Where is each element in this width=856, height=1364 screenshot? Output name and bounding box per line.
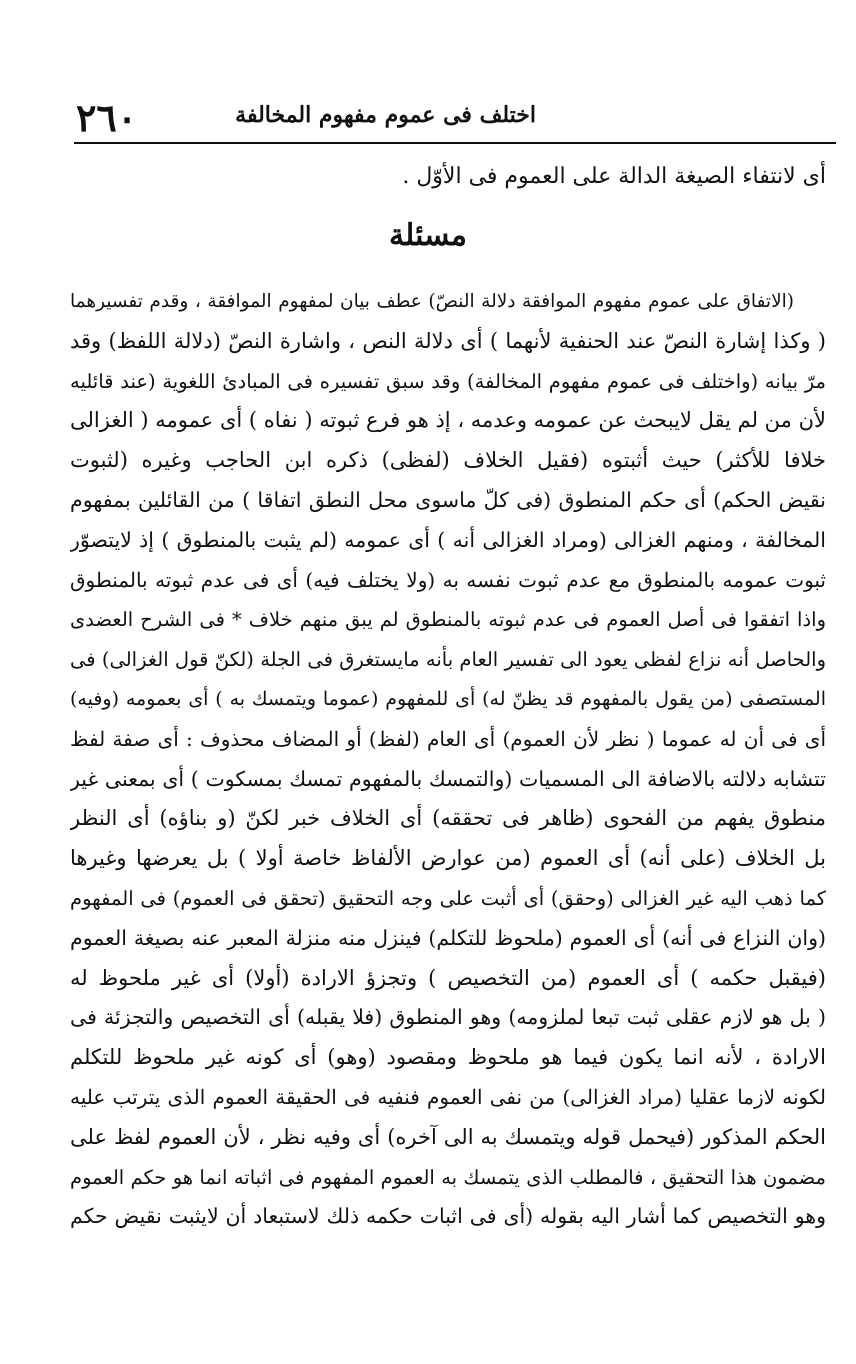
- text-line: الارادة ، لأنه انما يكون فيما هو ملحوظ ومقصود (وهو) أى كونه غير ملحوظ للتكلم: [70, 1045, 826, 1070]
- text-line: نقيض الحكم) أى حكم المنطوق (فى كلّ ماسوى محل النطق اتفاقا ) من القائلين بمفهوم: [70, 487, 826, 512]
- text-line: لأن من لم يقل لايبحث عن عمومه وعدمه ، إذ هو فرع ثبوته ( نفاه ) أى عمومه ( الغزالى: [70, 408, 826, 433]
- text-line: مضمون هذا التحقيق ، فالمطلب الذى يتمسك به العموم المفهوم فى اثباته انما هو حكم العموم: [70, 1165, 826, 1189]
- body-text: [70, 282, 826, 1237]
- text-line: بل الخلاف (على أنه) أى العموم (من عوارض الألفاظ خاصة أولا ) بل يعرضها وغيرها: [70, 846, 826, 871]
- page-header: [76, 96, 836, 142]
- text-line: ثبوت عمومه بالمنطوق مع عدم ثبوت نفسه به (ولا يختلف فيه) أى فى عدم ثبوته بالمنطوق: [70, 567, 826, 592]
- text-line: ( بل هو لازم عقلى ثبت تبعا لملزومه) وهو المنطوق (فلا يقبله) أى التخصيص والتجزئة فى: [70, 1005, 826, 1030]
- header-rule: [74, 142, 836, 144]
- text-line: واذا اتفقوا فى أصل العموم فى عدم ثبوته بالمنطوق لم يبق منهم خلاف * فى الشرح العضدى: [70, 608, 826, 632]
- text-line: مرّ بيانه (واختلف فى عموم مفهوم المخالفة) وقد سبق تفسيره فى المبادئ اللغوية (عند قائليه: [70, 369, 826, 393]
- text-line: تتشابه دلالته بالاضافة الى المسميات (والتمسك بالمفهوم تمسك بمسكوت ) أى بمعنى غير: [70, 766, 826, 791]
- running-title: اختلف فى عموم مفهوم المخالفة: [235, 102, 536, 128]
- text-line: منطوق يفهم من الفحوى (ظاهر فى تحققه) أى الخلاف خبر لكنّ (و بناؤه) أى النظر: [70, 806, 826, 831]
- text-line: والحاصل أنه نزاع لفظى يعود الى تفسير العام بأنه مايستغرق فى الجلة (لكنّ قول الغزالى) فى: [70, 648, 826, 672]
- text-line: أى فى أن له عموما ( نظر لأن العموم) أى العام (لفظ) أو المضاف محذوف : أى صفة لفظ: [70, 726, 826, 751]
- text-line: كما ذهب اليه غير الغزالى (وحقق) أى أثبت على وجه التحقيق (تحقق فى العموم) فى المفهوم: [70, 886, 826, 910]
- text-line: ( وكذا إشارة النصّ عند الحنفية لأنهما ) أى دلالة النص ، واشارة النصّ (دلالة اللفظ) وقد: [70, 328, 826, 353]
- page-number: ٢٦٠: [76, 95, 138, 140]
- text-line: المخالفة ، ومنهم الغزالى (ومراد الغزالى أنه ) أى عمومه (لم يثبت بالمنطوق ) إذ لايتصوّر: [70, 527, 826, 552]
- section-title: مسئلة: [389, 218, 467, 253]
- text-line: (الاتفاق على عموم مفهوم الموافقة دلالة النصّ) عطف بيان لمفهوم الموافقة ، وقدم تفسيرهما: [70, 291, 794, 312]
- text-line: وهو التخصيص كما أشار اليه بقوله (أى فى اثبات حكمه ذلك لاستبعاد أن لايثبت نقيض حكم: [70, 1204, 826, 1229]
- text-line: خلافا للأكثر) حيث أثبتوه (فقيل الخلاف (لفظى) ذكره ابن الحاجب وغيره (لثبوت: [70, 448, 826, 473]
- text-line: (وان النزاع فى أنه) أى العموم (ملحوظ للتكلم) فينزل منه منزلة المعبر عنه بصيغة العموم: [70, 925, 826, 950]
- intro-line: أى لانتفاء الصيغة الدالة على العموم فى الأوّل .: [402, 164, 826, 189]
- text-line: (فيقبل حكمه ) أى العموم (من التخصيص ) وتجزؤ الارادة (أولا) أى غير ملحوظ له: [70, 965, 826, 990]
- text-line: الحكم المذكور (فيحمل قوله ويتمسك به الى آخره) أى وفيه نظر ، لأن العموم لفظ على: [70, 1124, 826, 1149]
- text-line: لكونه لازما عقليا (مراد الغزالى) من نفى العموم فنفيه فى الحقيقة العموم الذى يترتب عليه: [70, 1084, 826, 1109]
- text-line: المستصفى (من يقول بالمفهوم قد يظنّ له) أى للمفهوم (عموما ويتمسك به ) أى بعمومه (وفيه): [70, 687, 826, 710]
